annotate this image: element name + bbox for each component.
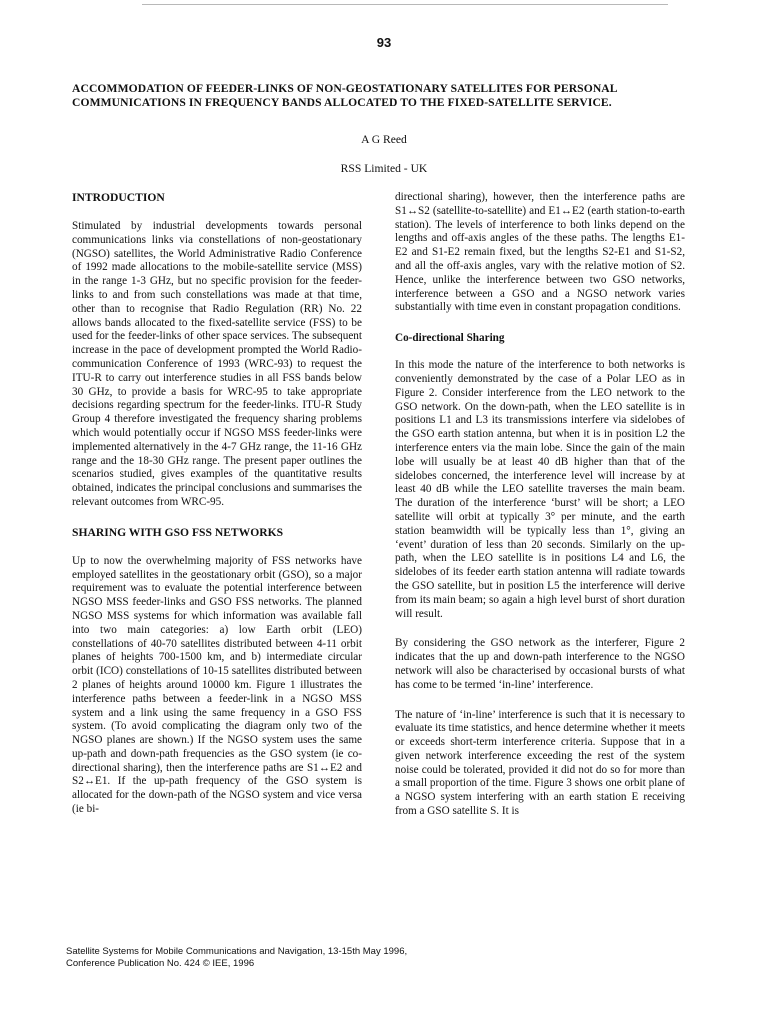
page-number: 93 bbox=[376, 35, 392, 50]
paper-title-line-1: ACCOMMODATION OF FEEDER-LINKS OF NON-GEOSTATIONARY SATELLITES FOR PERSONAL bbox=[72, 82, 618, 95]
footer-publication-line: Conference Publication No. 424 © IEE, 1996 bbox=[66, 958, 255, 969]
top-rule bbox=[142, 4, 668, 5]
introduction-paragraph: Stimulated by industrial developments towards personal communications links via constellations of non-geostationary (NGSO) satellites, the World Administrative Radio Conference of 1992 made allocations to the mobile-satellite service (MSS) in the range 1-3 GHz, but no specific provision for the feeder-links to and from such constellations was made at that time, other than to recognise that Radio Regulation (RR) No. 22 allows bands allocated to the fixed-satellite service (FSS) to be used for the feeder-links of other space services. The subsequent increase in the pace of development prompted the World Radio-communication Conference of 1993 (WRC-93) to request the ITU-R to carry out interference studies in all FSS bands below 30 GHz, to provide a basis for WRC-95 to take appropriate decisions regarding spectrum for the feeder-links. ITU-R Study Group 4 therefore investigated the frequency sharing problems which would potentially occur if NGSO MSS feeder-links were implemented alternatively in the 4-7 GHz range, the 11-16 GHz range and the 18-30 GHz range. The present paper outlines the scenarios studied, gives examples of the quantitative results obtained, indicates the principal conclusions and summarises the relevant outcomes from WRC-95. bbox=[72, 220, 362, 508]
sharing-paragraph: Up to now the overwhelming majority of FSS networks have employed satellites in the geostationary orbit (GSO), so a major requirement was to evaluate the potential interference between NGSO MSS feeder-links and GSO FSS networks. The planned NGSO MSS systems for which information was available fall into two main categories: a) low Earth orbit (LEO) constellations of 40-70 satellites distributed between 4-11 orbit planes of heights 700-1500 km, and b) intermediate circular orbit (ICO) constellations of 10-15 satellites distributed between 2 planes of heights around 10000 km. Figure 1 illustrates the interference paths between a feeder-link in a NGSO MSS system and a link using the same frequency in a GSO FSS system. (To avoid complicating the diagram only two of the NGSO planes are shown.) If the NGSO system uses the same up-path and down-path frequencies as the GSO system (ie co-directional sharing), then the interference paths are S1↔E2 and S2↔E1. If the up-path frequency of the GSO system is allocated for the down-path of the NGSO system and vice versa (ie bi- bbox=[72, 554, 362, 816]
continuation-paragraph: directional sharing), however, then the interference paths are S1↔S2 (satellite-to-satellite) and E1↔E2 (earth station-to-earth station). The levels of interference to both links depend on the lengths and off-axis angles of the these paths. The lengths E1-E2 and S1-E2 remain fixed, but the lengths S2-E1 and S1-S2, and all the off-axis angles, vary with the relative motion of S2. Hence, unlike the interference between two GSO networks, interference between a GSO and a NGSO network varies substantially with time even in constant propagation conditions. bbox=[395, 191, 685, 314]
inline-interference-paragraph: The nature of ‘in-line’ interference is such that it is necessary to evaluate its time statistics, and hence determine whether it meets or exceeds short-term interference criteria. Suppose that in a given network interference exceeding the rest of the system noise could be tolerated, provided it did not do so for more than a small proportion of the time. Figure 3 shows one orbit plane of a NGSO system interfering with an earth station E receiving from a GSO satellite S. It is bbox=[395, 708, 685, 818]
left-column bbox=[72, 191, 362, 833]
author: A G Reed bbox=[361, 133, 407, 146]
sharing-heading: SHARING WITH GSO FSS NETWORKS bbox=[72, 525, 284, 539]
right-column bbox=[395, 191, 685, 835]
footer-conference-line: Satellite Systems for Mobile Communications and Navigation, 13-15th May 1996, bbox=[66, 946, 408, 957]
paper-title-line-2: COMMUNICATIONS IN FREQUENCY BANDS ALLOCATED TO THE FIXED-SATELLITE SERVICE. bbox=[72, 96, 612, 109]
introduction-heading: INTRODUCTION bbox=[72, 191, 165, 204]
codirectional-heading: Co-directional Sharing bbox=[395, 332, 505, 345]
interferer-paragraph: By considering the GSO network as the interferer, Figure 2 indicates that the up and down-path interference to the NGSO network will also be characterised by occasional bursts of what has come to be termed ‘in-line’ interference. bbox=[395, 637, 685, 691]
paper-title bbox=[72, 82, 692, 110]
affiliation: RSS Limited - UK bbox=[340, 162, 428, 175]
codirectional-paragraph: In this mode the nature of the interference to both networks is conveniently demonstrated by the case of a Polar LEO as in Figure 2. Consider interference from the LEO network to the GSO network. On the down-path, when the LEO satellite is in positions L1 and L3 its transmissions interfere via sidelobes of the GSO earth station antenna, but when it is in position L2 the interference enters via the main lobe. Since the gain of the main lobe will usually be at least 40 dB higher than that of the sidelobes concerned, the interference level will increase by at least 40 dB while the LEO satellite traverses the main beam. The duration of the interference ‘burst’ will be short; a LEO satellite will orbit at typically 3° per minute, and the earth station beamwidth will be typically less than 1°, giving an ‘event’ duration of less than 20 seconds. Similarly on the up-path, when the LEO satellite is in positions L4 and L6, the sidelobes of its feeder earth station antenna will radiate towards the GSO satellite, but in position L5 the interference will derive from its main beam; so again a high level burst of short duration will result. bbox=[395, 359, 685, 620]
